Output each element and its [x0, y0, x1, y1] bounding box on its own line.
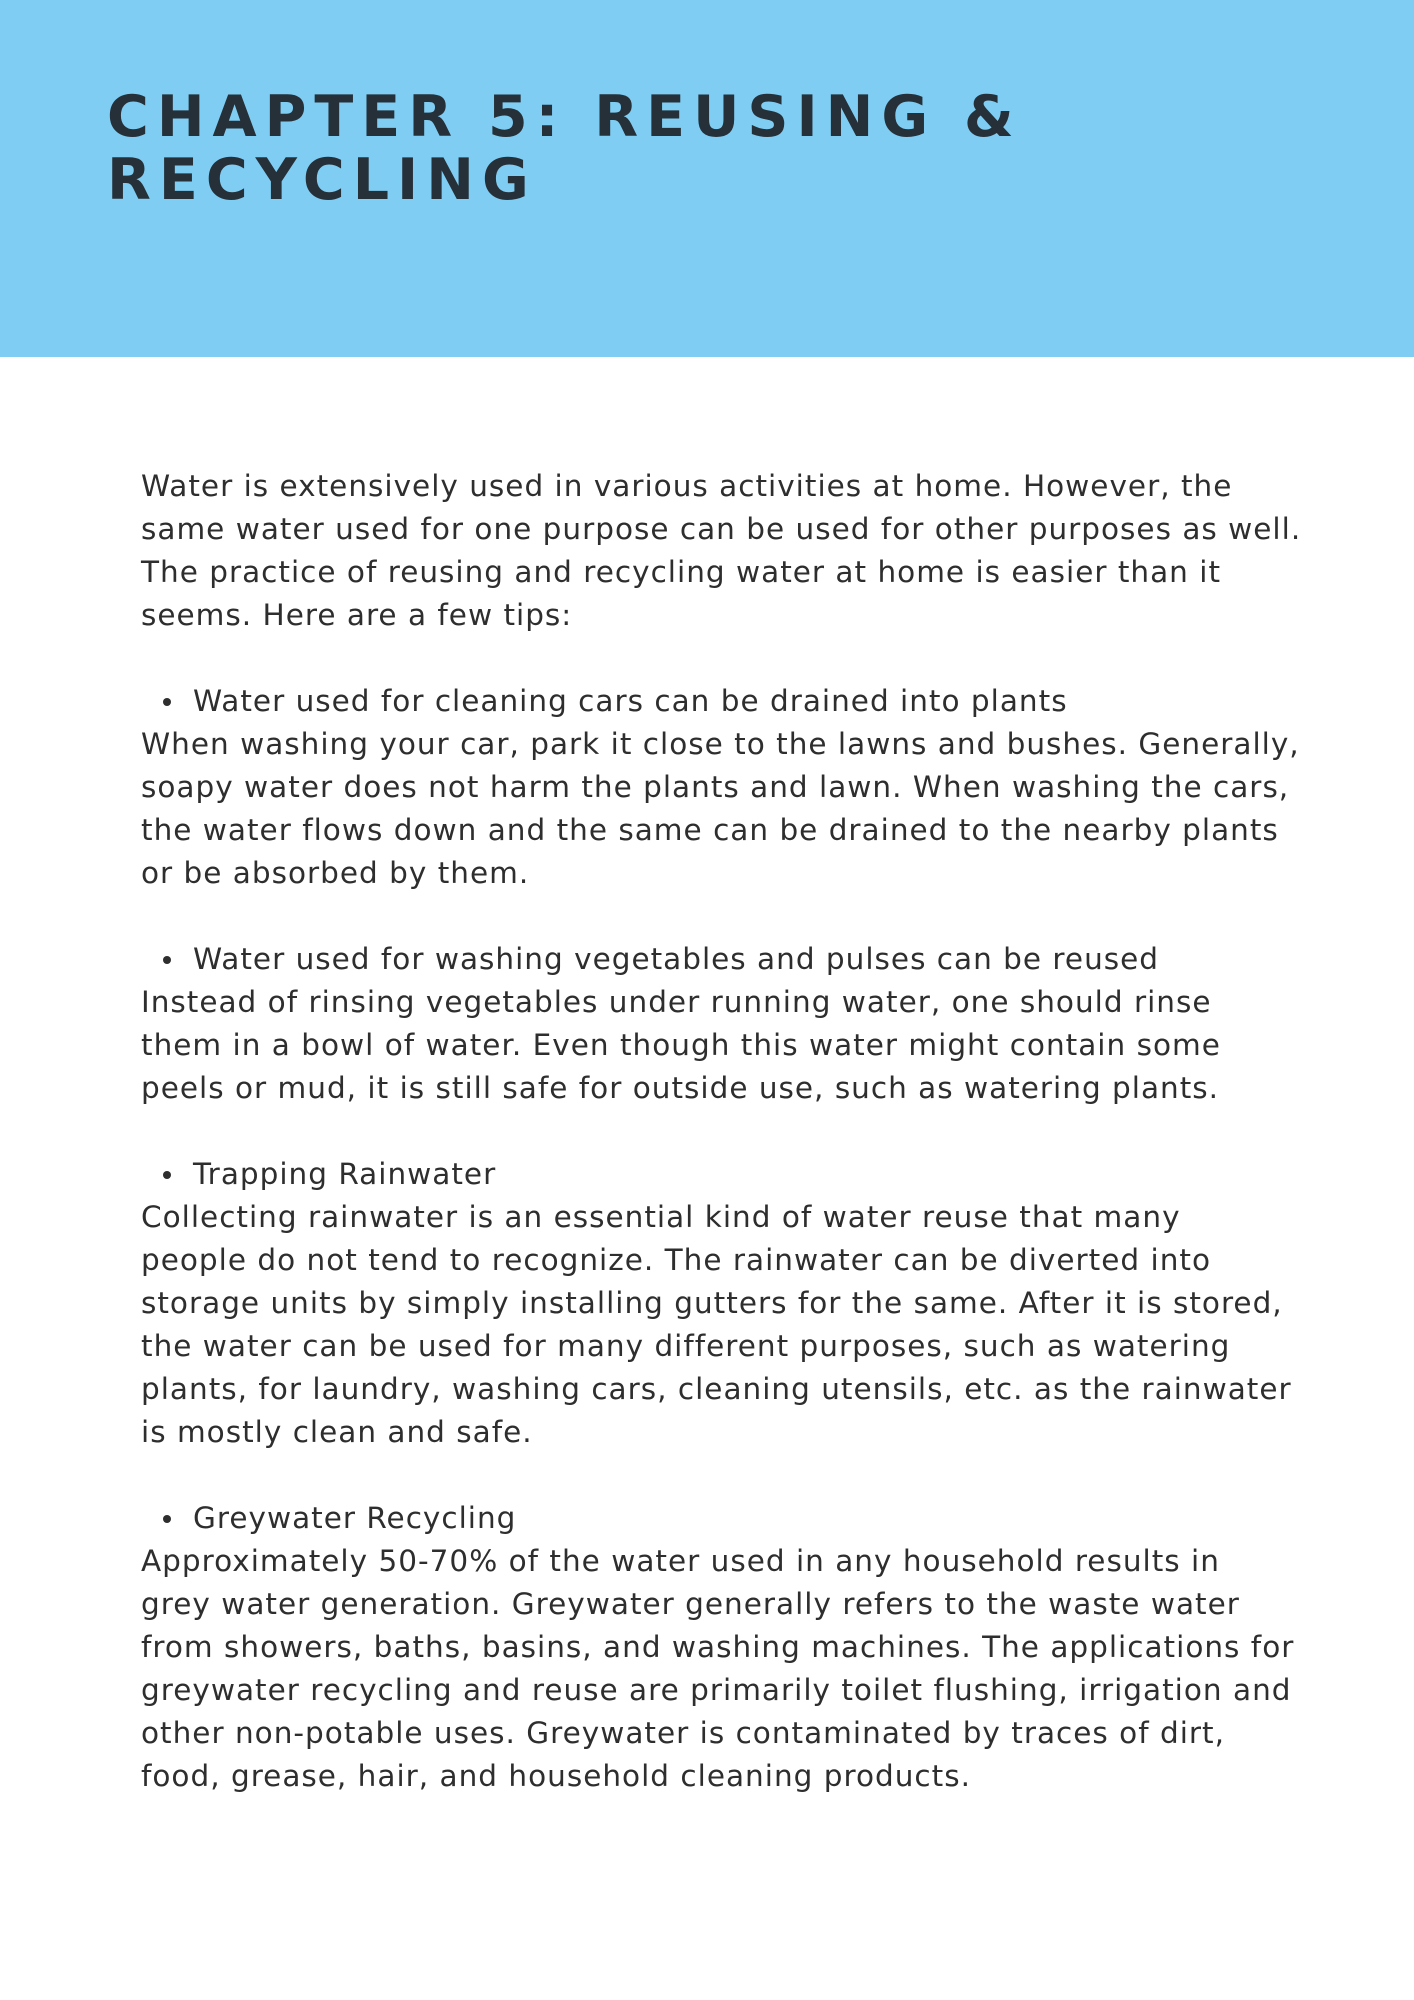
tip-line: Approximately 50-70% of the water used in any household results in: [141, 1544, 1220, 1578]
tip-heading-text: Greywater Recycling: [193, 1501, 517, 1535]
tip-line: from showers, baths, basins, and washing machines. The applications for: [141, 1630, 1295, 1664]
tip-line: Collecting rainwater is an essential kind of water reuse that many: [141, 1200, 1181, 1234]
tip-line: is mostly clean and safe.: [141, 1415, 533, 1449]
tip-line: the water flows down and the same can be drained to the nearby plants: [141, 813, 1279, 847]
tip-greywater-recycling: [141, 1497, 1341, 1798]
tip-line: storage units by simply installing gutters for the same. After it is stored,: [141, 1286, 1283, 1320]
chapter-title: [107, 86, 1207, 212]
tip-heading-text: Water used for washing vegetables and pulses can be reused: [193, 942, 1160, 976]
tip-line: plants, for laundry, washing cars, cleaning utensils, etc. as the rainwater: [141, 1372, 1292, 1406]
bullet-icon: [163, 956, 171, 964]
tip-line: them in a bowl of water. Even though this water might contain some: [141, 1028, 1221, 1062]
intro-line: same water used for one purpose can be used for other purposes as well.: [141, 512, 1302, 546]
tip-heading-text: Trapping Rainwater: [193, 1157, 497, 1191]
tip-washing-vegetables: [141, 938, 1341, 1110]
tip-line: soapy water does not harm the plants and lawn. When washing the cars,: [141, 770, 1290, 804]
tip-line: food, grease, hair, and household cleaning products.: [141, 1759, 971, 1793]
intro-paragraph: [141, 465, 1341, 637]
tip-paragraph: [141, 1196, 1341, 1454]
chapter-body: [141, 465, 1341, 1798]
bullet-icon: [163, 1171, 171, 1179]
tip-trapping-rainwater: [141, 1153, 1341, 1454]
tip-line: When washing your car, park it close to the lawns and bushes. Generally,: [141, 727, 1300, 761]
tip-heading: [141, 1497, 1341, 1540]
intro-line: Water is extensively used in various activities at home. However, the: [141, 469, 1233, 503]
intro-line: The practice of reusing and recycling water at home is easier than it: [141, 555, 1222, 589]
tip-line: grey water generation. Greywater generally refers to the waste water: [141, 1587, 1240, 1621]
tip-line: peels or mud, it is still safe for outside use, such as watering plants.: [141, 1071, 1220, 1105]
tip-line: the water can be used for many different purposes, such as watering: [141, 1329, 1231, 1363]
tip-line: other non-potable uses. Greywater is contaminated by traces of dirt,: [141, 1716, 1225, 1750]
intro-line: seems. Here are a few tips:: [141, 598, 573, 632]
tip-paragraph: [141, 1540, 1341, 1798]
chapter-title-line-2: RECYCLING: [107, 147, 537, 213]
tip-heading: [141, 938, 1341, 981]
bullet-icon: [163, 1515, 171, 1523]
chapter-title-line-1: CHAPTER 5: REUSING &: [107, 84, 1022, 150]
tip-paragraph: [141, 981, 1341, 1110]
tip-line: people do not tend to recognize. The rainwater can be diverted into: [141, 1243, 1211, 1277]
tip-paragraph: [141, 723, 1341, 895]
tip-line: greywater recycling and reuse are primarily toilet flushing, irrigation and: [141, 1673, 1292, 1707]
bullet-icon: [163, 698, 171, 706]
tip-line: Instead of rinsing vegetables under running water, one should rinse: [141, 985, 1212, 1019]
tip-cleaning-cars: [141, 680, 1341, 895]
tip-line: or be absorbed by them.: [141, 856, 530, 890]
tip-heading: [141, 1153, 1341, 1196]
tip-heading-text: Water used for cleaning cars can be drained into plants: [193, 684, 1068, 718]
tip-heading: [141, 680, 1341, 723]
